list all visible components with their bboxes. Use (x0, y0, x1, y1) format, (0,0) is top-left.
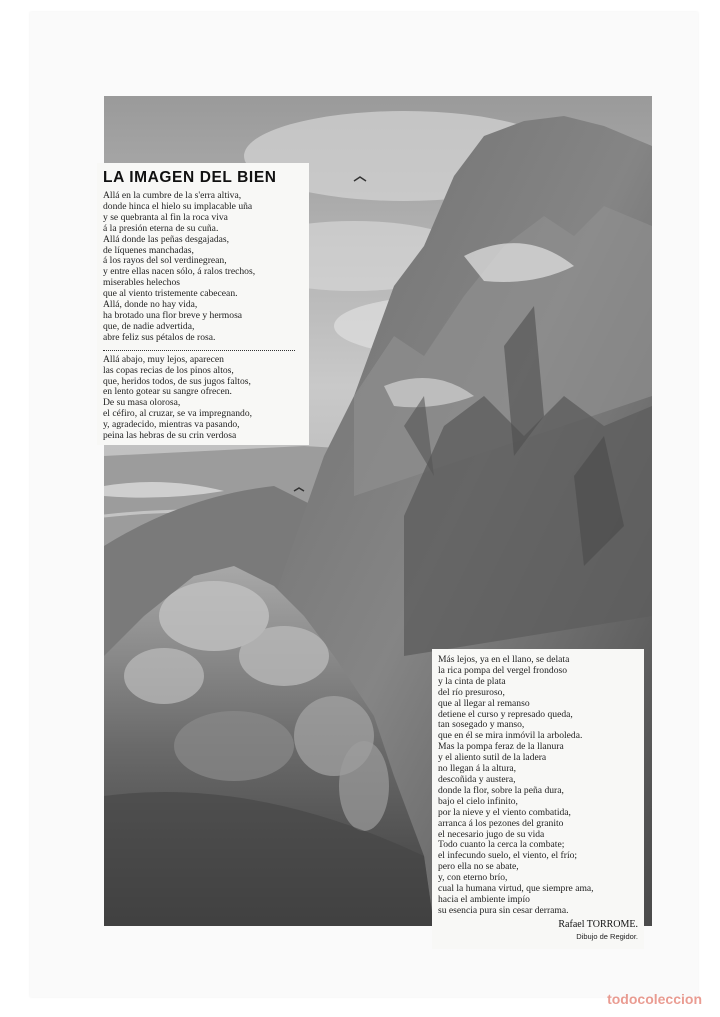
poem-title: LA IMAGEN DEL BIEN (103, 169, 277, 186)
stanza-3 (438, 655, 638, 917)
stanza-2 (103, 355, 303, 442)
verse-line: pero ella no se abate, (438, 861, 519, 873)
verse-line: el infecundo suelo, el viento, el frío; (438, 850, 578, 862)
verse-line: y se quebranta al fin la roca viva (103, 211, 228, 223)
verse-line: la rica pompa del vergel frondoso (438, 664, 568, 676)
verse-line: que en él se mira inmóvil la arboleda. (438, 730, 583, 742)
verse-line: donde hinca el hielo su implacable uña (103, 200, 253, 212)
verse-line: su esencia pura sin cesar derrama. (438, 904, 569, 916)
author-signature: Rafael TORROME. (558, 918, 638, 930)
verse-line: que al viento tristemente cabecean. (103, 288, 238, 300)
verse-line: no llegan á la altura, (438, 763, 517, 775)
verse-line: ha brotado una flor breve y hermosa (103, 309, 243, 321)
verse-line: Mas la pompa feraz de la llanura (438, 741, 564, 753)
verse-line: Allá, donde no hay vida, (103, 299, 198, 311)
verse-line: y la cinta de plata (438, 675, 506, 687)
watermark-logo: todocoleccion (607, 991, 702, 1007)
verse-line: que, de nadie advertida, (103, 320, 195, 332)
verse-line: Allá donde las peñas desgajadas, (103, 233, 230, 245)
verse-line: en lento gotear su sangre ofrecen. (103, 386, 232, 398)
verse-line: y el aliento sutil de la ladera (438, 752, 547, 764)
verse-line: abre feliz sus pétalos de rosa. (103, 331, 216, 343)
verse-line: detiene el curso y represado queda, (438, 708, 573, 720)
stanza-1 (103, 191, 303, 344)
verse-line: arranca á los pezones del granito (438, 817, 564, 829)
verse-line: Allá en la cumbre de la s'erra altiva, (103, 190, 242, 201)
verse-line: á la presión eterna de su cuña. (103, 222, 219, 234)
verse-line: De su masa olorosa, (103, 397, 181, 409)
verse-line: tan sosegado y manso, (438, 719, 525, 731)
verse-line: Todo cuanto la cerca la combate; (438, 839, 565, 851)
verse-line: bajo el cielo infinito, (438, 795, 518, 807)
verse-line: Más lejos, ya en el llano, se delata (438, 654, 570, 665)
verse-line: el necesario jugo de su vida (438, 828, 545, 840)
verse-line: que al llegar al remanso (438, 697, 530, 709)
verse-line: hacia el ambiente impío (438, 893, 530, 905)
poem-lower-text-panel (432, 649, 644, 949)
verse-line: las copas recias de los pinos altos, (103, 364, 234, 376)
verse-line: de líquenes manchadas, (103, 244, 194, 256)
illustration-credit: Dibujo de Regidor. (576, 931, 638, 941)
verse-line: peina las hebras de su crin verdosa (103, 430, 237, 442)
verse-line: que, heridos todos, de sus jugos faltos, (103, 375, 251, 387)
poem-upper-text-panel (97, 163, 309, 445)
verse-line: del río presuroso, (438, 686, 505, 698)
verse-line: miserables helechos (103, 277, 180, 289)
verse-line: descoñida y austera, (438, 773, 516, 785)
verse-line: y, agradecido, mientras va pasando, (103, 419, 240, 431)
verse-line: donde la flor, sobre la peña dura, (438, 784, 564, 796)
verse-line: y, con eterno brío, (438, 872, 508, 884)
verse-line: por la nieve y el viento combatida, (438, 806, 571, 818)
stanza-divider (103, 350, 295, 351)
verse-line: Allá abajo, muy lejos, aparecen (103, 353, 224, 365)
verse-line: el céfiro, al cruzar, se va impregnando, (103, 408, 253, 420)
verse-line: cual la humana virtud, que siempre ama, (438, 883, 594, 895)
verse-line: á los rayos del sol verdinegrean, (103, 255, 227, 267)
verse-line: y entre ellas nacen sólo, á ralos trechos, (103, 266, 256, 278)
